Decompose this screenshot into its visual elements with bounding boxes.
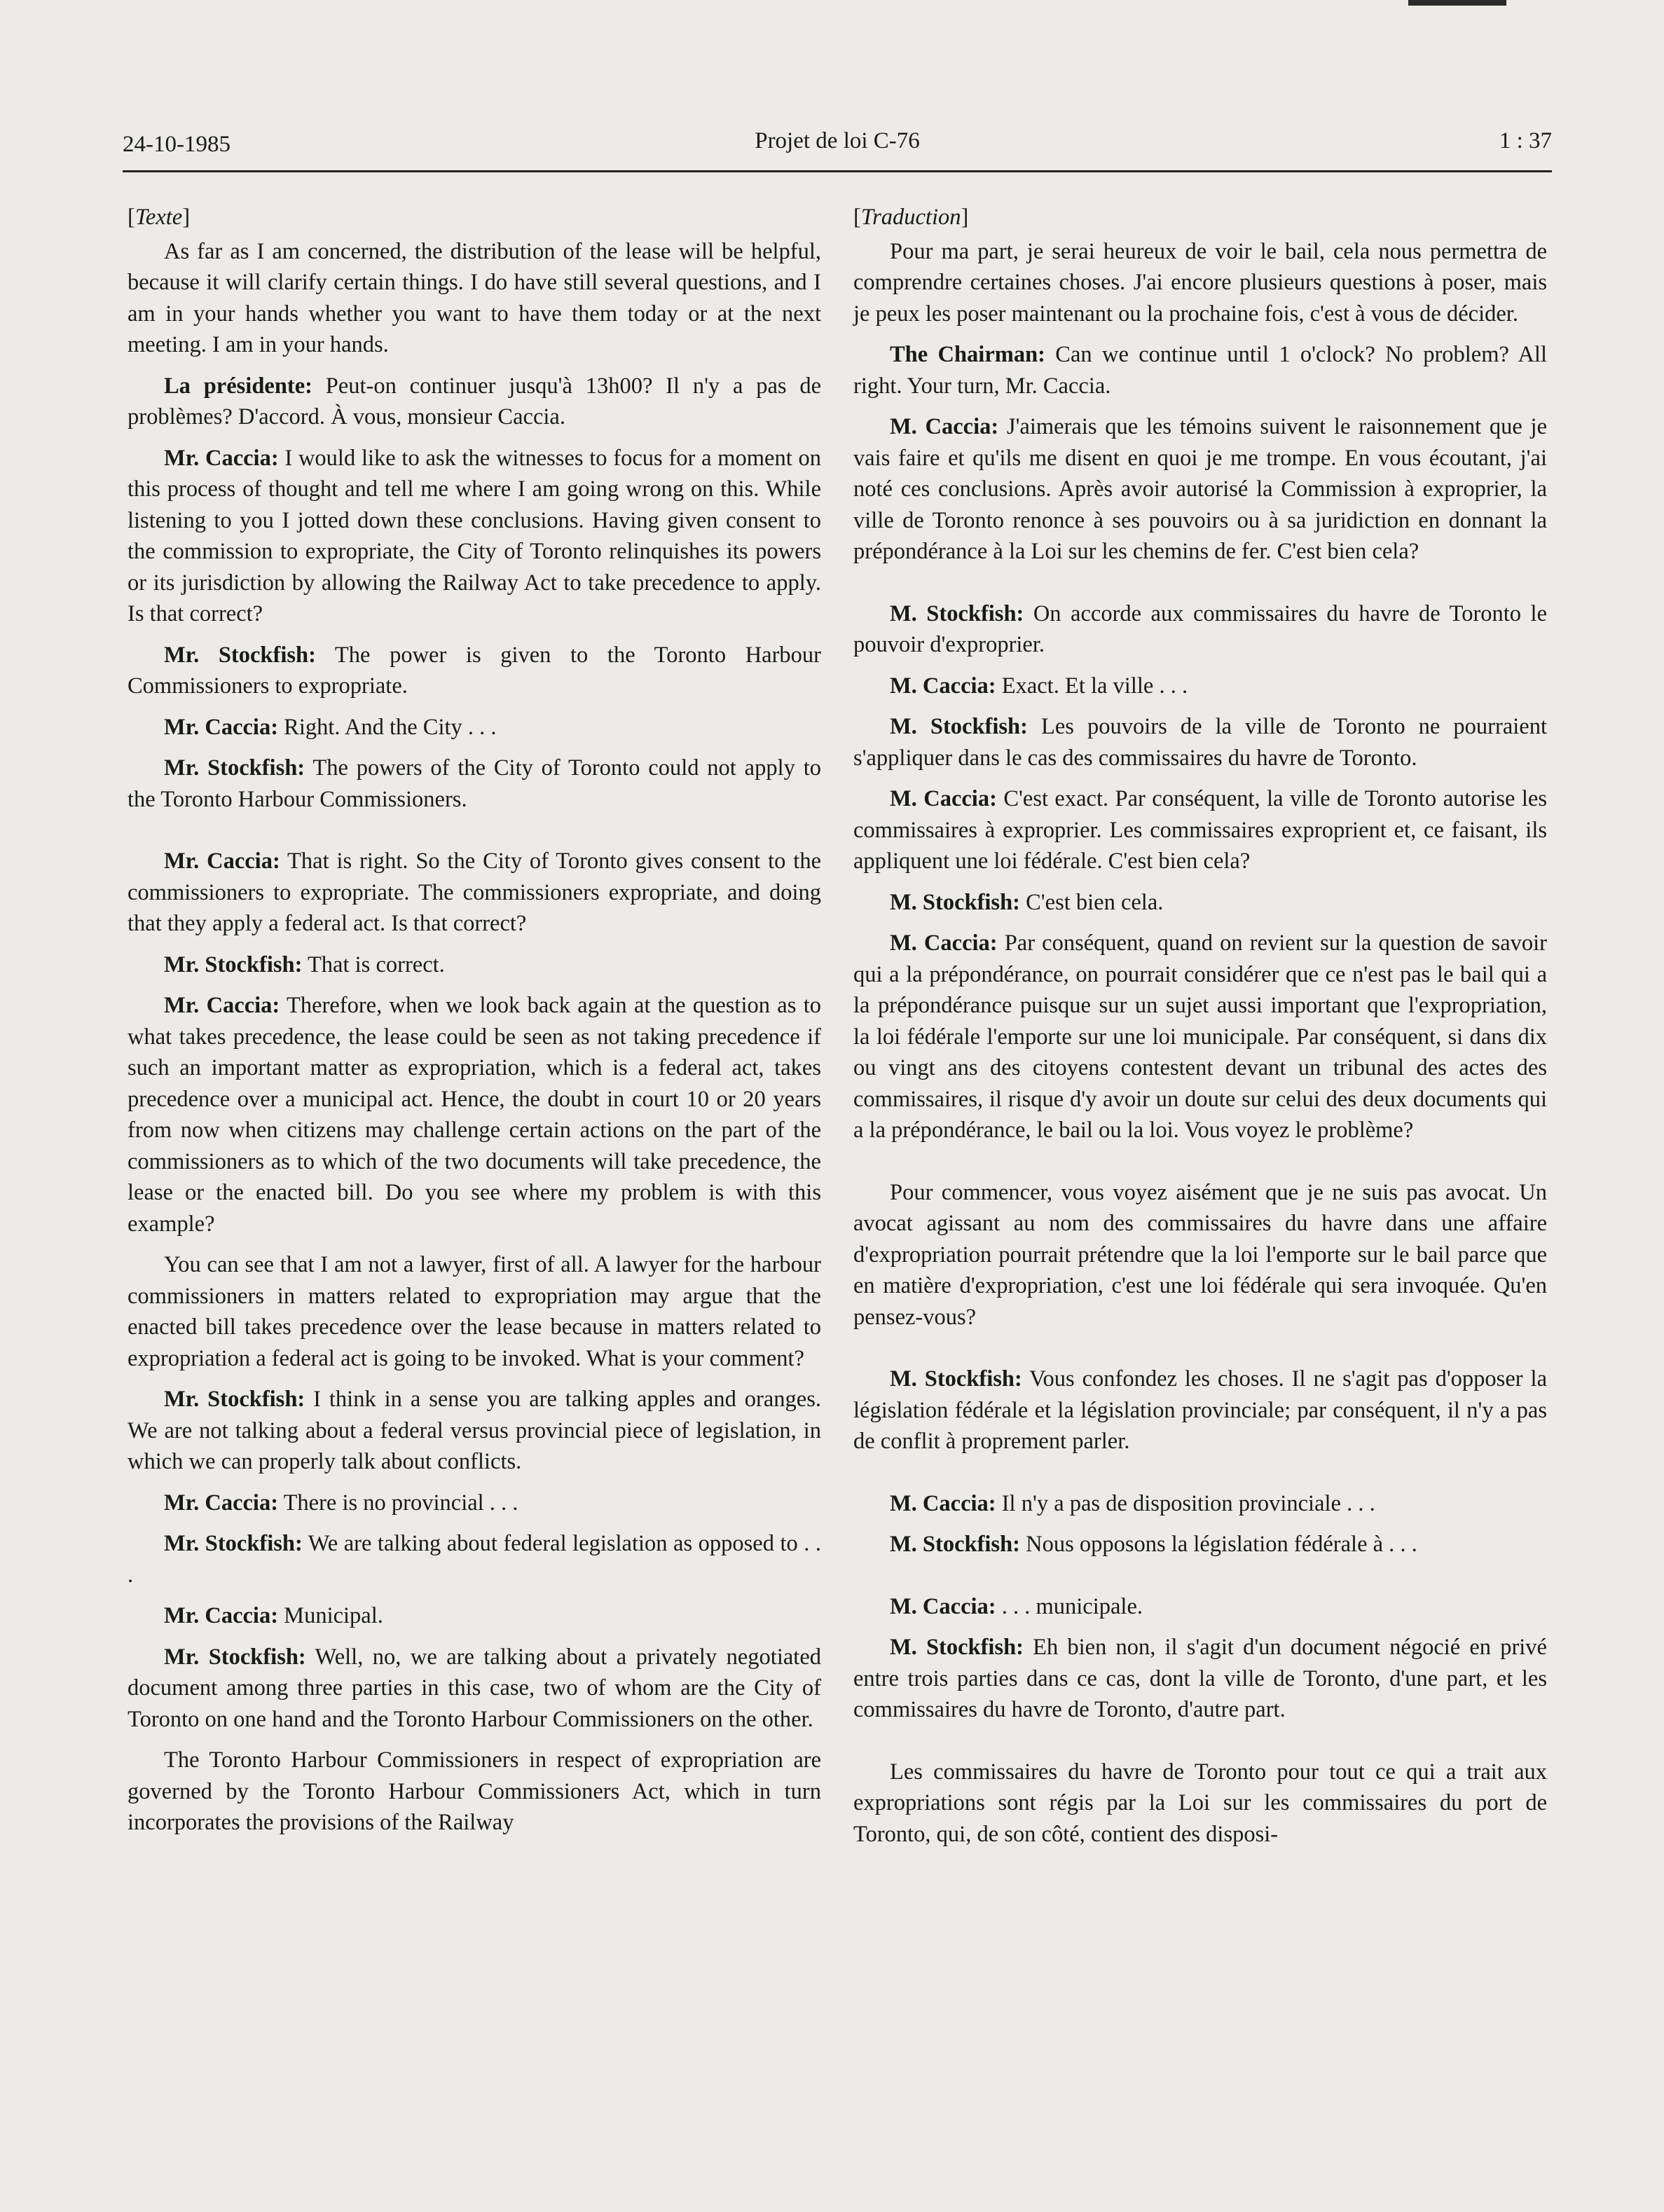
paragraph: M. Caccia: . . . municipale. (890, 1593, 1143, 1619)
speaker-name: M. Stockfish: (890, 1635, 1024, 1660)
paragraph: Pour commencer, vous voyez aisément que je ne suis pas avocat. Un avocat agissant au nom des commissaires du havre dans une affaire d'expropriation pourrait prétendre que la loi l'emporte sur le bail parce que en matière d'expropriation, c'est une loi fédérale qui sera invoquée. Qu'en pensez-vous? (853, 1179, 1547, 1330)
speaker-name: Mr. Stockfish: (164, 1531, 303, 1556)
paragraph: Mr. Caccia: I would like to ask the witnesses to focus for a moment on this process of thought and tell me where I am going wrong on this. While listening to you I jotted down these conclusions. Having given consent to the commission to expropriate, the City of Toronto relinquishes its powers or its jurisdiction by allowing the Railway Act to take precedence to apply. Is that correct? (128, 445, 821, 626)
paragraph: Mr. Stockfish: The powers of the City of Toronto could not apply to the Toronto Harbour Commissioners. (128, 755, 821, 812)
paragraph: M. Stockfish: Nous opposons la législation fédérale à . . . (890, 1532, 1417, 1557)
speaker-name: M. Stockfish: (890, 600, 1024, 626)
header-rule (123, 170, 1552, 172)
speaker-name: M. Stockfish: (890, 1366, 1022, 1392)
speaker-name: M. Caccia: (890, 1593, 996, 1619)
speaker-name: Mr. Caccia: (164, 849, 280, 874)
paragraph: M. Caccia: Il n'y a pas de disposition provinciale . . . (890, 1490, 1375, 1516)
paragraph: You can see that I am not a lawyer, first of all. A lawyer for the harbour commissioners in matters related to expropriation may argue that the enacted bill takes precedence over the lease because in matters related to expropriation a federal act is going to be invoked. What is your comment? (128, 1252, 821, 1371)
speaker-name: Mr. Stockfish: (164, 952, 303, 977)
paragraph: As far as I am concerned, the distribution of the lease will be helpful, because it will clarify certain things. I do have still several questions, and I am in your hands whether you want to have them today or at the next meeting. I am in your hands. (128, 238, 821, 357)
paragraph: M. Stockfish: Les pouvoirs de la ville de Toronto ne pourraient s'appliquer dans le cas des commissaires du havre de Toronto. (853, 714, 1547, 771)
speaker-name: Mr. Stockfish: (164, 755, 305, 781)
language-tag: [Traduction] (853, 205, 969, 230)
speaker-name: Mr. Caccia: (164, 445, 279, 471)
paragraph: M. Caccia: Par conséquent, quand on revient sur la question de savoir qui a la prépondérance, on pourrait considérer que ce n'est pas le bail qui a la prépondérance puisque sur un sujet aussi important que l'expropriation, la loi fédérale l'emporte sur une loi municipale. Par conséquent, si dans dix ou vingt ans des citoyens contestent devant un tribunal des actes des commissaires, il risque d'y avoir un doute sur celui des deux documents qui a la prépondérance, le bail ou la loi. Vous voyez le problème? (853, 930, 1547, 1143)
right-column-french (853, 202, 1547, 1860)
speaker-name: Mr. Caccia: (164, 993, 280, 1018)
header-page-number: 1 : 37 (1499, 128, 1552, 153)
speaker-name: M. Stockfish: (890, 889, 1020, 915)
speaker-name: M. Stockfish: (890, 714, 1028, 739)
paragraph: Mr. Stockfish: Well, no, we are talking about a privately negotiated document among three parties in this case, two of whom are the City of Toronto on one hand and the Toronto Harbour Commissioners on the other. (128, 1644, 821, 1732)
paragraph: M. Caccia: J'aimerais que les témoins suivent le raisonnement que je vais faire et qu'ils me disent en quoi je me trompe. En vous écoutant, j'ai noté ces conclusions. Après avoir autorisé la Commission à exproprier, la ville de Toronto renonce à ses pouvoirs ou à sa juridiction en donnant la prépondérance à la Loi sur les chemins de fer. C'est bien cela? (853, 414, 1547, 564)
speaker-name: Mr. Stockfish: (164, 1387, 305, 1412)
paragraph: Mr. Stockfish: I think in a sense you are talking apples and oranges. We are not talking about a federal versus provincial piece of legislation, in which we can properly talk about conflicts. (128, 1387, 821, 1474)
page-header (123, 126, 1552, 175)
paragraph: M. Stockfish: On accorde aux commissaires du havre de Toronto le pouvoir d'exproprier. (853, 600, 1547, 657)
paragraph: M. Stockfish: Vous confondez les choses. Il ne s'agit pas d'opposer la législation fédérale et la législation provinciale; par conséquent, il n'y a pas de conflit à proprement parler. (853, 1366, 1547, 1454)
paragraph: Mr. Caccia: Therefore, when we look back again at the question as to what takes precedence, the lease could be seen as not taking precedence if such an important matter as expropriation, which is a federal act, takes precedence over a municipal act. Hence, the doubt in court 10 or 20 years from now when citizens may challenge certain actions on the part of the commissioners as to which of the two documents will take precedence, the lease or the enacted bill. Do you see where my problem is with this example? (128, 993, 821, 1237)
paragraph: The Chairman: Can we continue until 1 o'clock? No problem? All right. Your turn, Mr. Caccia. (853, 342, 1547, 399)
paragraph: The Toronto Harbour Commissioners in respect of expropriation are governed by the Toronto Harbour Commissioners Act, which in turn incorporates the provisions of the Railway (128, 1747, 821, 1835)
speaker-name: M. Caccia: (890, 673, 996, 699)
header-date: 24-10-1985 (123, 132, 231, 157)
paragraph: Les commissaires du havre de Toronto pour tout ce qui a trait aux expropriations sont régis par la Loi sur les commissaires du port de Toronto, qui, de son côté, contient des disposi- (853, 1759, 1547, 1847)
paragraph: Mr. Stockfish: We are talking about federal legislation as opposed to . . . (128, 1531, 821, 1588)
speaker-name: M. Stockfish: (890, 1532, 1020, 1557)
paragraph: La présidente: Peut-on continuer jusqu'à 13h00? Il n'y a pas de problèmes? D'accord. À vous, monsieur Caccia. (128, 373, 821, 430)
paragraph: Mr. Stockfish: That is correct. (164, 952, 445, 977)
paragraph: Mr. Caccia: That is right. So the City of Toronto gives consent to the commissioners to expropriate. The commissioners expropriate, and doing that they apply a federal act. Is that correct? (128, 849, 821, 936)
speaker-name: M. Caccia: (890, 1490, 996, 1516)
speaker-name: La présidente: (164, 373, 312, 399)
speaker-name: Mr. Stockfish: (164, 642, 316, 668)
paragraph: Mr. Caccia: Municipal. (164, 1603, 383, 1628)
language-tag: [Texte] (128, 205, 191, 230)
header-title: Projet de loi C-76 (755, 128, 920, 153)
speaker-name: Mr. Caccia: (164, 1490, 279, 1516)
speaker-name: Mr. Caccia: (164, 1603, 279, 1628)
speaker-name: Mr. Caccia: (164, 714, 279, 740)
paragraph: M. Stockfish: Eh bien non, il s'agit d'un document négocié en privé entre trois parties dans ce cas, dont la ville de Toronto, d'une part, et les commissaires du havre de Toronto, d'autre part. (853, 1635, 1547, 1722)
speaker-name: M. Caccia: (890, 414, 999, 439)
speaker-name: The Chairman: (890, 342, 1045, 367)
paragraph: Mr. Caccia: There is no provincial . . . (164, 1490, 518, 1516)
speaker-name: M. Caccia: (890, 786, 997, 811)
left-column-english (128, 202, 821, 1848)
paragraph: Mr. Caccia: Right. And the City . . . (164, 714, 497, 740)
speaker-name: M. Caccia: (890, 930, 998, 956)
paragraph: Mr. Stockfish: The power is given to the Toronto Harbour Commissioners to expropriate. (128, 642, 821, 699)
top-edge-mark (1408, 0, 1506, 6)
paragraph: M. Caccia: C'est exact. Par conséquent, la ville de Toronto autorise les commissaires à exproprier. Les commissaires exproprient et, ce faisant, ils appliquent une loi fédérale. C'est bien cela? (853, 786, 1547, 874)
paragraph: M. Stockfish: C'est bien cela. (890, 889, 1164, 915)
paragraph: M. Caccia: Exact. Et la ville . . . (890, 673, 1188, 699)
paragraph: Pour ma part, je serai heureux de voir le bail, cela nous permettra de comprendre certaines choses. J'ai encore plusieurs questions à poser, mais je peux les poser maintenant ou la prochaine fois, c'est à vous de décider. (853, 238, 1547, 327)
speaker-name: Mr. Stockfish: (164, 1644, 306, 1670)
